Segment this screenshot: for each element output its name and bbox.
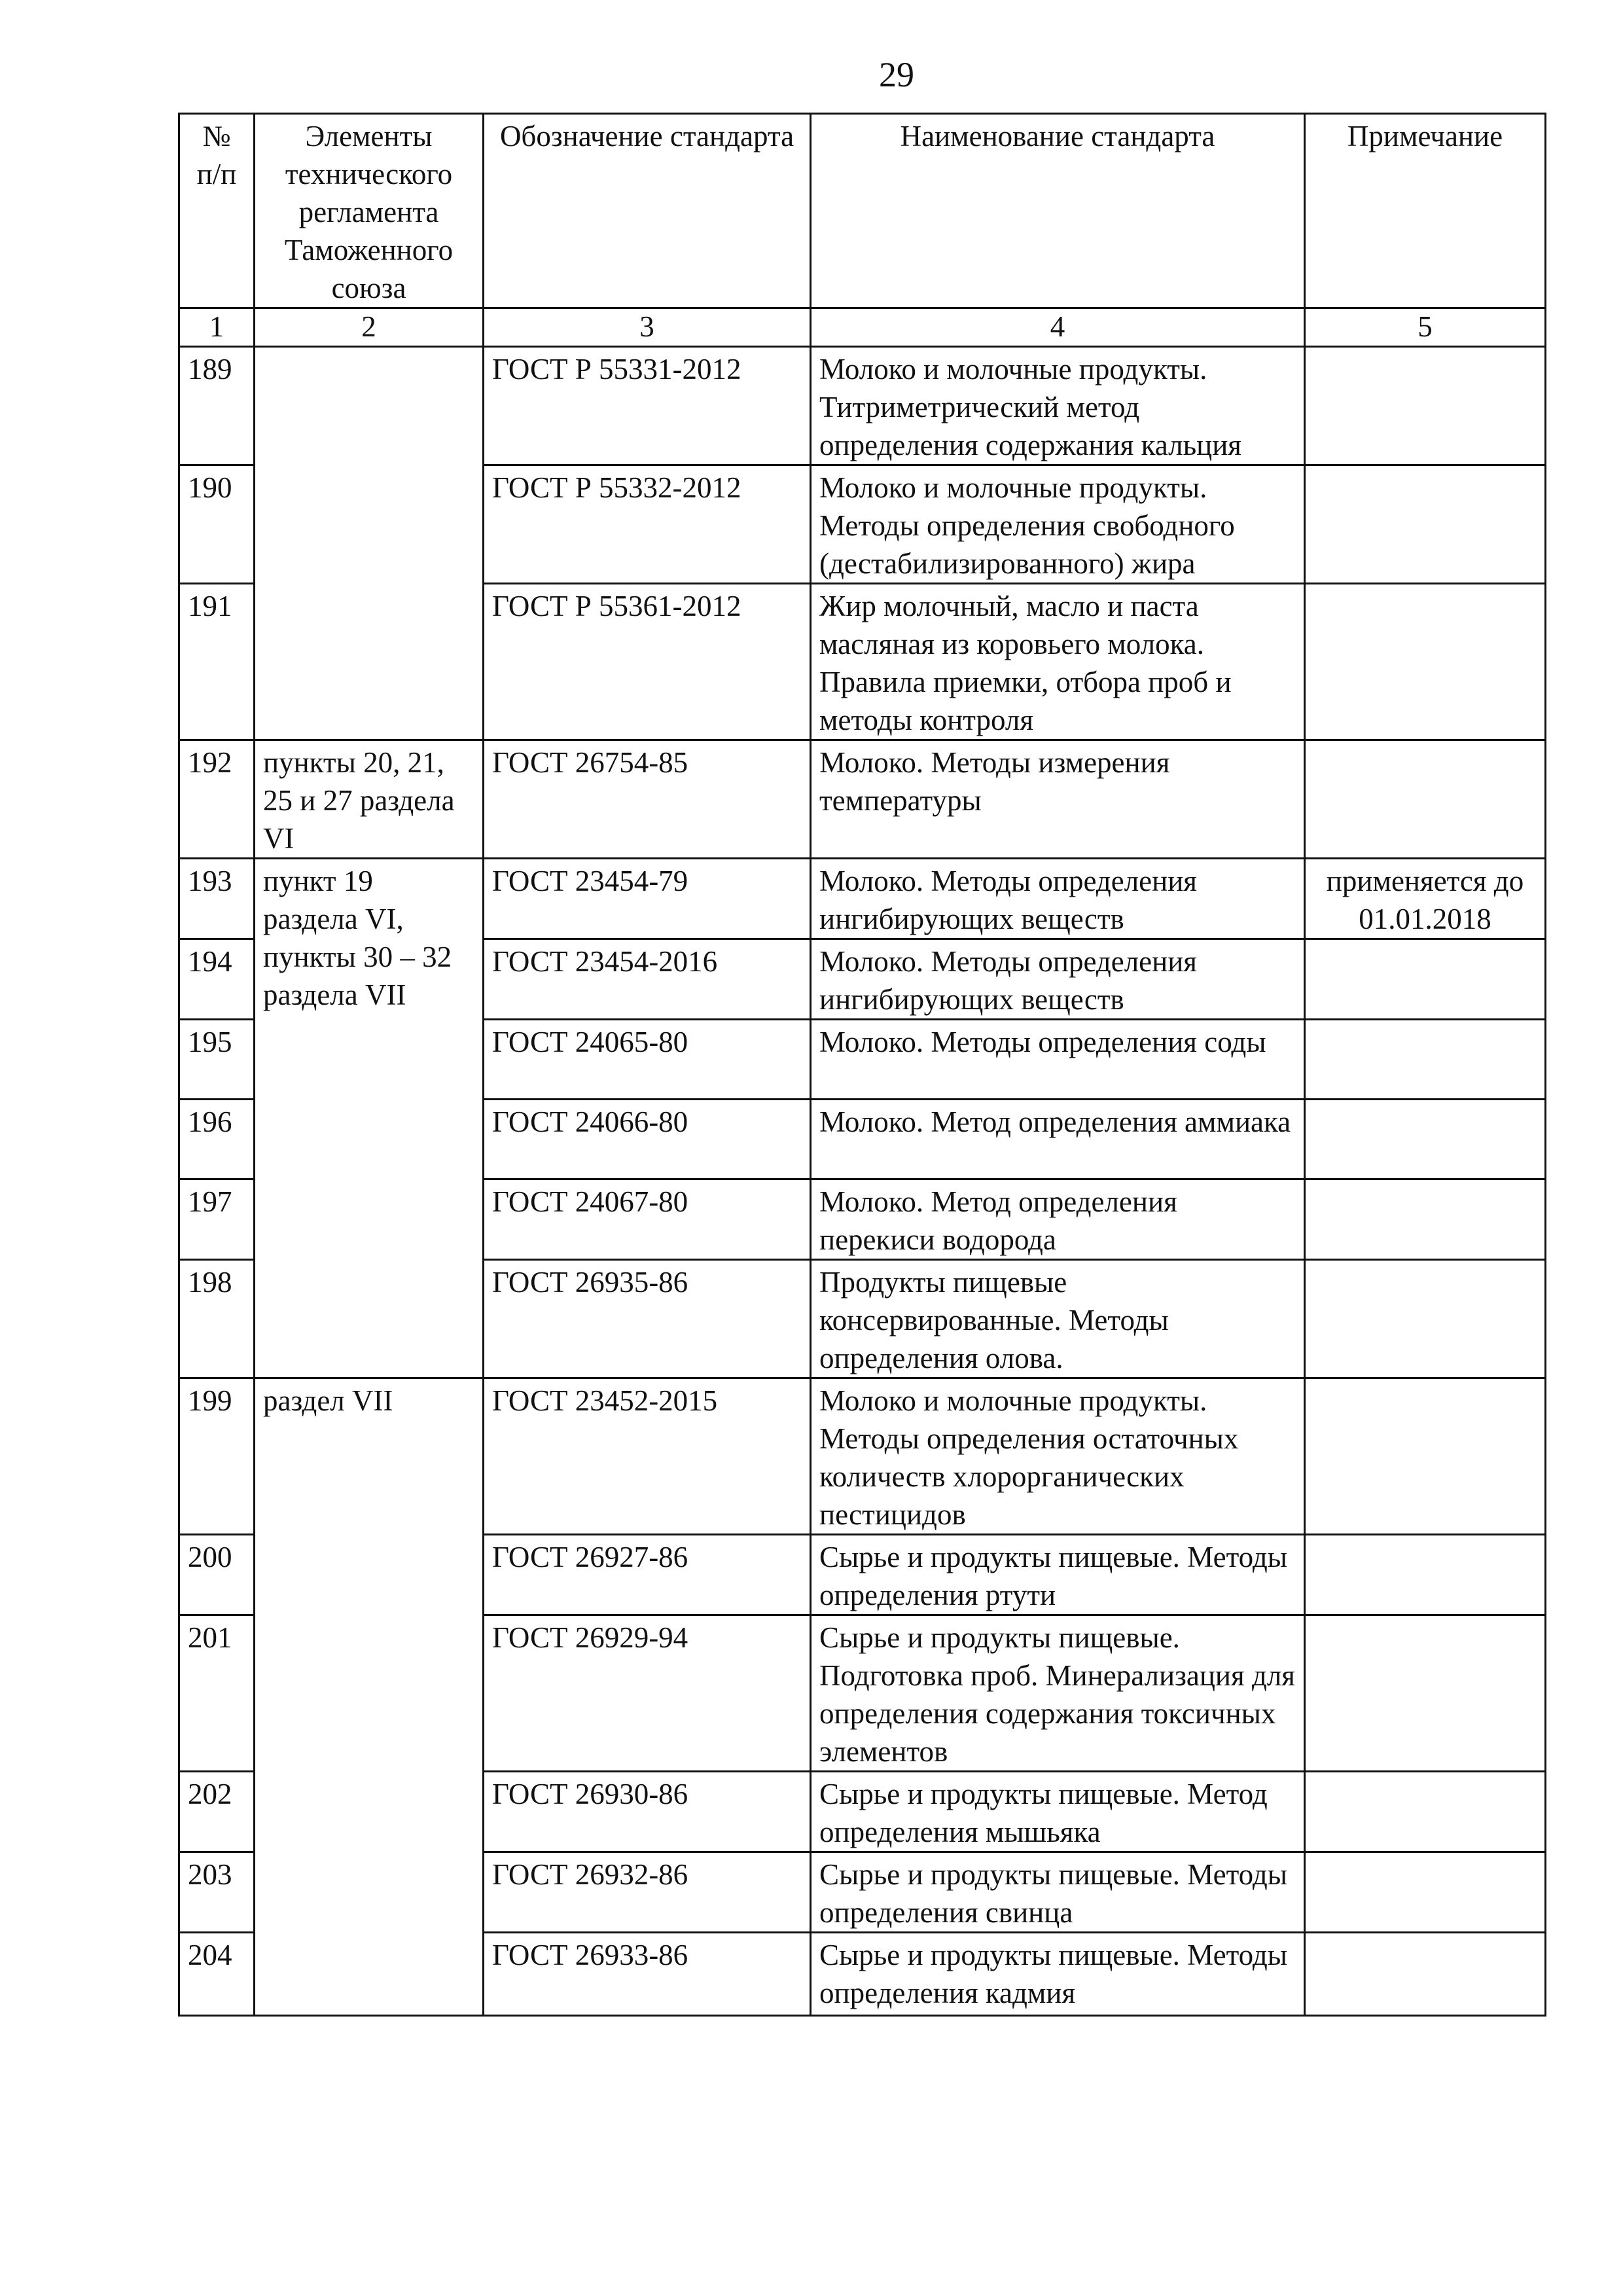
standard-name: Молоко и молочные продукты. Титриметрический метод определения содержания кальция <box>811 347 1305 465</box>
note-cell <box>1305 1179 1546 1260</box>
table-row <box>179 1378 1546 1535</box>
standard-code: ГОСТ 26932-86 <box>484 1852 811 1933</box>
standard-code: ГОСТ 26929-94 <box>484 1615 811 1772</box>
regulation-element-cell <box>255 347 484 740</box>
regulation-element-cell: пункт 19 раздела VI, пункты 30 – 32 раздела VII <box>255 859 484 1378</box>
standard-code: ГОСТ 26927-86 <box>484 1535 811 1615</box>
regulation-element-cell: раздел VII <box>255 1378 484 2016</box>
table-row <box>179 740 1546 859</box>
standard-name: Молоко. Методы определения соды <box>811 1020 1305 1100</box>
standard-name: Продукты пищевые консервированные. Методы определения олова. <box>811 1260 1305 1378</box>
note-cell <box>1305 1100 1546 1179</box>
row-number: 203 <box>179 1852 255 1933</box>
note-cell <box>1305 465 1546 584</box>
row-number: 192 <box>179 740 255 859</box>
note-cell <box>1305 740 1546 859</box>
standard-code: ГОСТ 23454-79 <box>484 859 811 939</box>
header-number: № п/п <box>179 114 255 308</box>
column-number: 4 <box>811 308 1305 347</box>
row-number: 189 <box>179 347 255 465</box>
standard-name: Молоко. Метод определения аммиака <box>811 1100 1305 1179</box>
standard-code: ГОСТ 26754-85 <box>484 740 811 859</box>
standard-code: ГОСТ 23452-2015 <box>484 1378 811 1535</box>
table-row <box>179 347 1546 465</box>
note-cell <box>1305 347 1546 465</box>
row-number: 194 <box>179 939 255 1020</box>
row-number: 190 <box>179 465 255 584</box>
row-number: 196 <box>179 1100 255 1179</box>
note-cell <box>1305 1772 1546 1852</box>
column-numbers-row <box>179 308 1546 347</box>
standard-code: ГОСТ 26935-86 <box>484 1260 811 1378</box>
row-number: 198 <box>179 1260 255 1378</box>
note-cell <box>1305 1260 1546 1378</box>
column-number: 3 <box>484 308 811 347</box>
standard-name: Сырье и продукты пищевые. Методы определения свинца <box>811 1852 1305 1933</box>
row-number: 200 <box>179 1535 255 1615</box>
note-cell <box>1305 1933 1546 2016</box>
standard-name: Молоко. Метод определения перекиси водорода <box>811 1179 1305 1260</box>
standard-name: Сырье и продукты пищевые. Подготовка проб. Минерализация для определения содержания токсичных элементов <box>811 1615 1305 1772</box>
note-cell <box>1305 584 1546 740</box>
row-number: 204 <box>179 1933 255 2016</box>
row-number: 195 <box>179 1020 255 1100</box>
standard-code: ГОСТ 24066-80 <box>484 1100 811 1179</box>
standards-table <box>178 113 1546 2017</box>
standard-code: ГОСТ Р 55331-2012 <box>484 347 811 465</box>
note-cell <box>1305 1020 1546 1100</box>
standard-name: Жир молочный, масло и паста масляная из коровьего молока. Правила приемки, отбора проб и методы контроля <box>811 584 1305 740</box>
standard-name: Молоко и молочные продукты. Методы определения свободного (дестабилизированного) жира <box>811 465 1305 584</box>
row-number: 199 <box>179 1378 255 1535</box>
column-number: 2 <box>255 308 484 347</box>
header-standard-code: Обозначение стандарта <box>484 114 811 308</box>
standard-name: Молоко. Методы определения ингибирующих веществ <box>811 939 1305 1020</box>
row-number: 202 <box>179 1772 255 1852</box>
note-cell <box>1305 1615 1546 1772</box>
standard-name: Сырье и продукты пищевые. Методы определения ртути <box>811 1535 1305 1615</box>
note-cell <box>1305 1852 1546 1933</box>
standard-name: Сырье и продукты пищевые. Метод определения мышьяка <box>811 1772 1305 1852</box>
standard-name: Сырье и продукты пищевые. Методы определения кадмия <box>811 1933 1305 2016</box>
column-number: 5 <box>1305 308 1546 347</box>
note-cell <box>1305 1535 1546 1615</box>
note-cell <box>1305 1378 1546 1535</box>
standard-code: ГОСТ 24067-80 <box>484 1179 811 1260</box>
standard-code: ГОСТ Р 55332-2012 <box>484 465 811 584</box>
standard-name: Молоко. Методы измерения температуры <box>811 740 1305 859</box>
standard-code: ГОСТ 24065-80 <box>484 1020 811 1100</box>
row-number: 193 <box>179 859 255 939</box>
row-number: 197 <box>179 1179 255 1260</box>
row-number: 191 <box>179 584 255 740</box>
standard-code: ГОСТ Р 55361-2012 <box>484 584 811 740</box>
header-standard-name: Наименование стандарта <box>811 114 1305 308</box>
standard-code: ГОСТ 26930-86 <box>484 1772 811 1852</box>
regulation-element-cell: пункты 20, 21, 25 и 27 раздела VI <box>255 740 484 859</box>
standard-code: ГОСТ 26933-86 <box>484 1933 811 2016</box>
header-regulation-elements: Элементы технического регламента Таможенного союза <box>255 114 484 308</box>
note-cell <box>1305 939 1546 1020</box>
standard-name: Молоко и молочные продукты. Методы определения остаточных количеств хлорорганических пестицидов <box>811 1378 1305 1535</box>
table-row <box>179 859 1546 939</box>
column-number: 1 <box>179 308 255 347</box>
header-row <box>179 114 1546 308</box>
standard-name: Молоко. Методы определения ингибирующих веществ <box>811 859 1305 939</box>
page-number: 29 <box>879 55 914 94</box>
header-note: Примечание <box>1305 114 1546 308</box>
standard-code: ГОСТ 23454-2016 <box>484 939 811 1020</box>
row-number: 201 <box>179 1615 255 1772</box>
note-cell: применяется до 01.01.2018 <box>1305 859 1546 939</box>
